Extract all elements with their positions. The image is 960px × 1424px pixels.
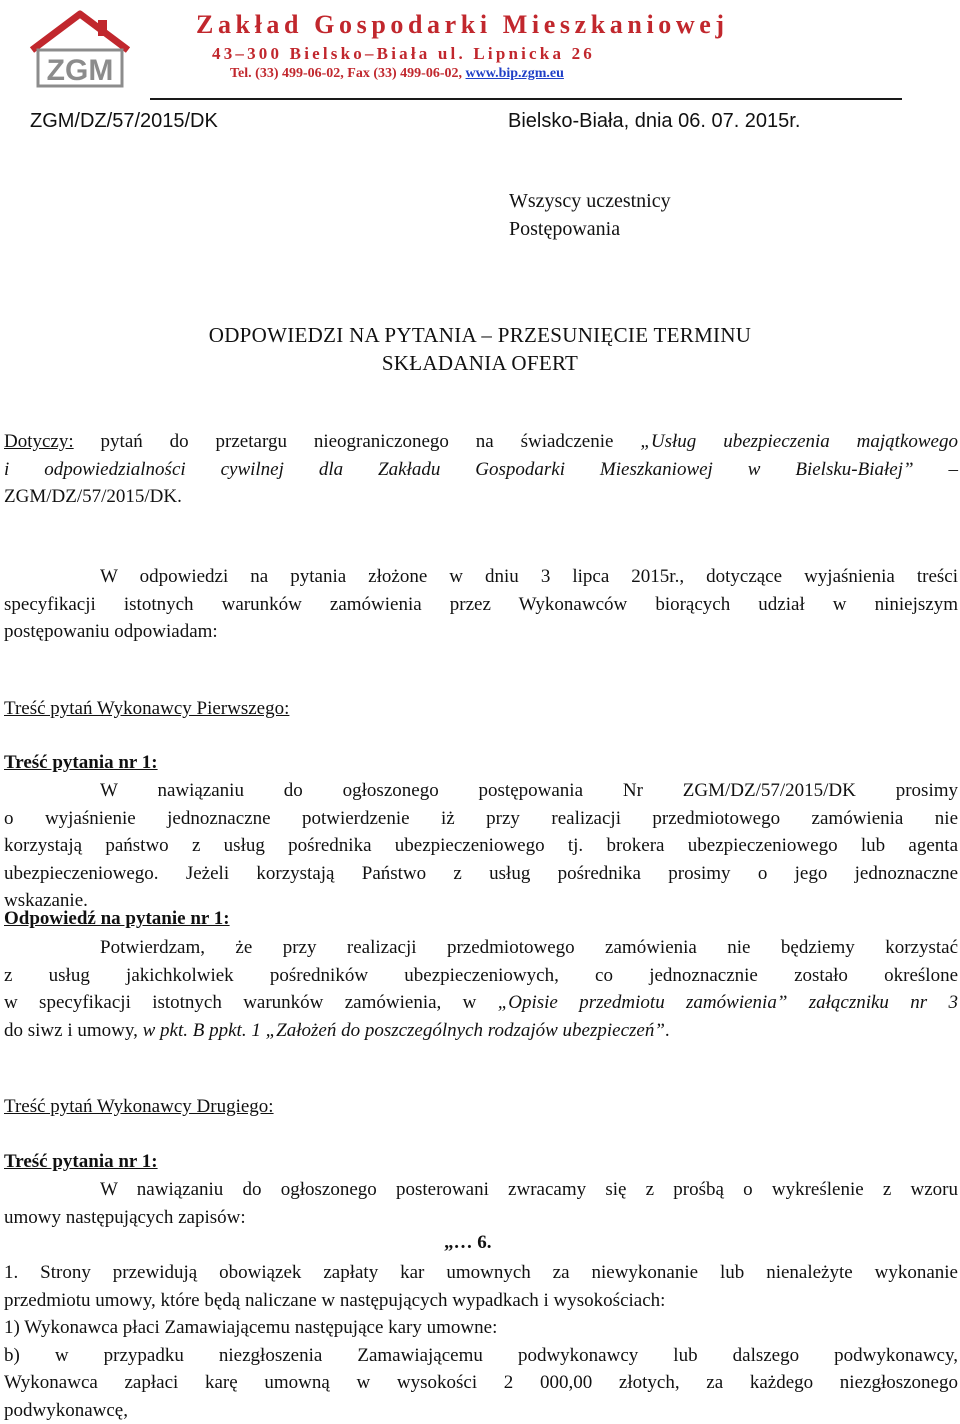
question-line: wskazanie. [4, 887, 958, 915]
answer-line: w specyfikacji istotnych warunków zamówienia, w [4, 992, 498, 1013]
contact-phone-fax: Tel. (33) 499-06-02, Fax (33) 499-06-02, [230, 66, 466, 81]
subject-reference: ZGM/DZ/57/2015/DK. [4, 483, 958, 511]
answer-line: Potwierdzam, że przy realizacji przedmiotowego zamówienia nie będziemy korzystać [4, 934, 958, 962]
logo-text: ZGM [47, 54, 114, 87]
question-line: W nawiązaniu do ogłoszonego posterowani zwracamy się z prośbą o wykreślenie z wzoru [4, 1176, 958, 1204]
intro-paragraph [4, 563, 958, 646]
recipients-line-2: Postępowania [509, 218, 620, 241]
company-contact [230, 66, 564, 82]
intro-line-3: postępowaniu odpowiadam: [4, 618, 958, 646]
question-line: o wyjaśnienie jednoznaczne potwierdzenie iż przy realizacji przedmiotowego zamówienia nie [4, 805, 958, 833]
clause-line: 1. Strony przewidują obowiązek zapłaty kar umownych za niewykonanie lub nienależyte wykonanie [4, 1259, 958, 1287]
document-title-line-1: ODPOWIEDZI NA PYTANIA – PRZESUNIĘCIE TERMINU [0, 323, 960, 348]
section-1-question [4, 777, 958, 915]
clause-line: 1) Wykonawca płaci Zamawiającemu następujące kary umowne: [4, 1314, 958, 1342]
document-title-line-2: SKŁADANIA OFERT [0, 351, 960, 376]
clause-line: Wykonawca zapłaci karę umowną w wysokości 2 000,00 złotych, za każdego niezgłoszonego [4, 1369, 958, 1397]
quoted-section-number: „… 6. [444, 1232, 492, 1254]
clause-line: b) w przypadku niezgłoszenia Zamawiającemu podwykonawcy lub dalszego podwykonawcy, [4, 1342, 958, 1370]
section-2-heading: Treść pytań Wykonawcy Drugiego: [4, 1096, 274, 1118]
answer-end: . [665, 1020, 670, 1041]
recipients-line-1: Wszyscy uczestnicy [509, 190, 671, 213]
answer-italic-ref: „Opisie przedmiotu zamówienia” załączniku nr 3 [498, 992, 958, 1013]
clause-line: przedmiotu umowy, które będą naliczane w następujących wypadkach i wysokościach: [4, 1287, 958, 1315]
header-divider [150, 98, 902, 100]
company-logo [28, 10, 132, 92]
intro-line-1: W odpowiedzi na pytania złożone w dniu 3 lipca 2015r., dotyczące wyjaśnienia treści [4, 563, 958, 591]
subject-service-name: „Usług ubezpieczenia majątkowego [640, 431, 958, 452]
section-1-answer [4, 934, 958, 1044]
subject-paragraph [4, 428, 958, 511]
clause-line: podwykonawcę, [4, 1397, 958, 1424]
place-date: Bielsko-Biała, dnia 06. 07. 2015r. [508, 110, 800, 133]
subject-line-2: i odpowiedzialności cywilnej dla Zakładu Gospodarki Mieszkaniowej w Bielsku-Białej” – [4, 456, 958, 484]
answer-italic-ref: w pkt. B ppkt. 1 „Założeń do poszczególnych rodzajów ubezpieczeń” [143, 1020, 665, 1041]
question-line: W nawiązaniu do ogłoszonego postępowania Nr ZGM/DZ/57/2015/DK prosimy [4, 777, 958, 805]
company-address: 43–300 Bielsko–Biała ul. Lipnicka 26 [212, 44, 595, 64]
website-link[interactable]: www.bip.zgm.eu [466, 66, 564, 81]
intro-line-2: specyfikacji istotnych warunków zamówienia przez Wykonawców biorących udział w niniejszym [4, 591, 958, 619]
section-2-question [4, 1176, 958, 1231]
house-logo-icon [28, 10, 132, 92]
section-1-heading: Treść pytań Wykonawcy Pierwszego: [4, 698, 289, 720]
question-line: korzystają państwo z usług pośrednika ubezpieczeniowego tj. brokera ubezpieczeniowego lub agenta [4, 832, 958, 860]
answer-line: do siwz i umowy, [4, 1020, 143, 1041]
question-line: ubezpieczeniowego. Jeżeli korzystają Państwo z usług pośrednika prosimy o jego jednoznaczne [4, 860, 958, 888]
answer-line: z usług jakichkolwiek pośredników ubezpieczeniowych, co jednoznacznie zostało określone [4, 962, 958, 990]
company-name: Zakład Gospodarki Mieszkaniowej [196, 10, 729, 40]
subject-label: Dotyczy: [4, 431, 74, 452]
question-line: umowy następujących zapisów: [4, 1204, 958, 1232]
subject-text: pytań do przetargu nieograniczonego na świadczenie [74, 431, 641, 452]
section-1-question-label: Treść pytania nr 1: [4, 752, 158, 774]
section-2-question-label: Treść pytania nr 1: [4, 1151, 158, 1173]
quoted-contract-clause [4, 1259, 958, 1424]
reference-number: ZGM/DZ/57/2015/DK [30, 110, 218, 133]
section-1-answer-label: Odpowiedź na pytanie nr 1: [4, 908, 230, 930]
